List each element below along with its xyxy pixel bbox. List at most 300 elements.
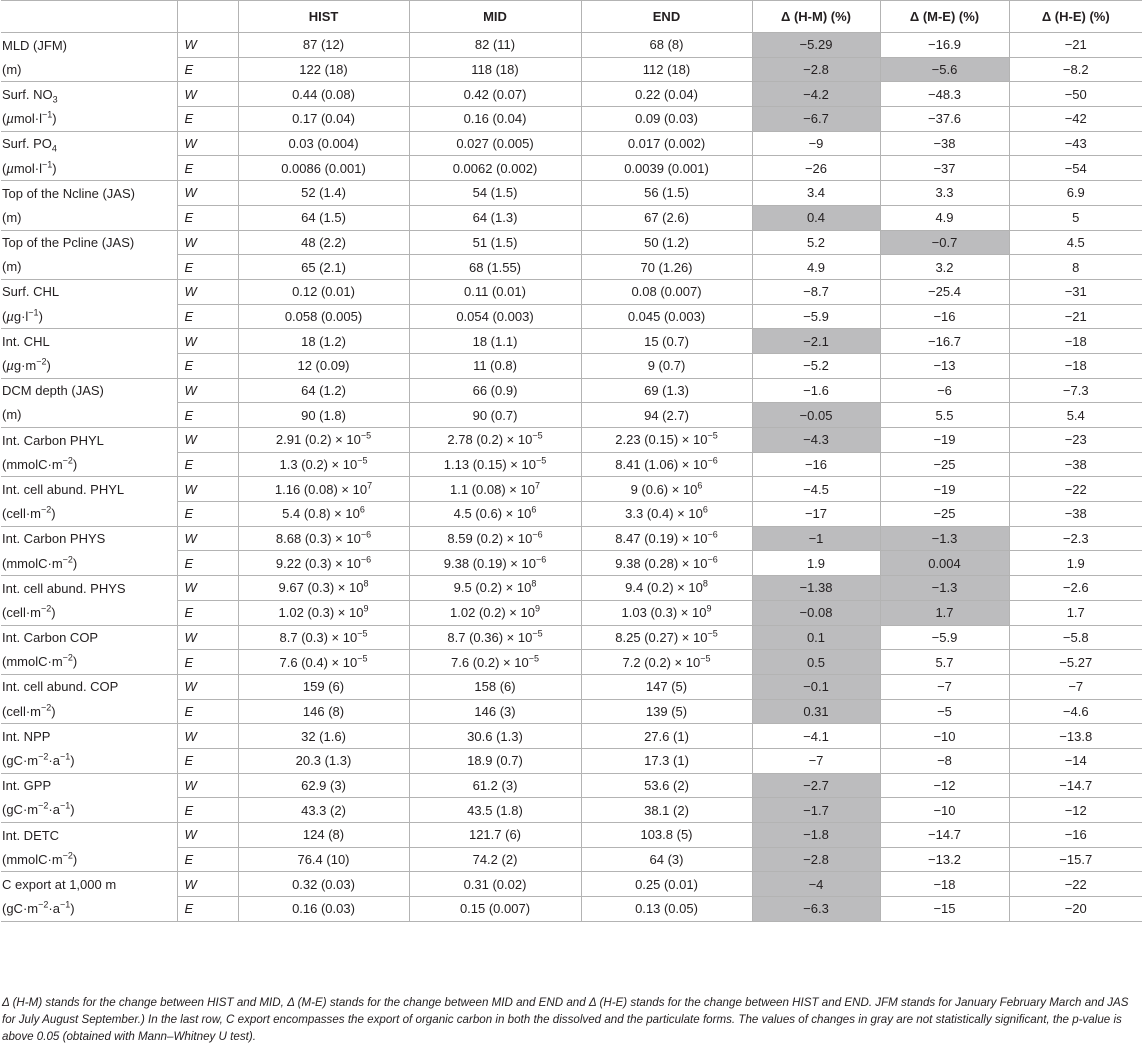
region-cell: W — [177, 625, 238, 650]
delta-he-cell: 8 — [1009, 255, 1142, 280]
header-delta-me: Δ (M-E) (%) — [880, 1, 1009, 33]
table-row — [1, 798, 1142, 823]
end-cell: 9 (0.7) — [581, 353, 752, 378]
delta-he-cell: −7.3 — [1009, 378, 1142, 403]
table-row — [1, 650, 1142, 675]
hist-cell: 8.68 $(0.3) \times 10^{-6}$ — [238, 526, 409, 551]
delta-he-cell: 5.4 — [1009, 403, 1142, 428]
table-row — [1, 205, 1142, 230]
delta-me-cell: −38 — [880, 131, 1009, 156]
mid-cell: 8.7 $(0.36) \times 10^{-5}$ — [409, 625, 581, 650]
variable-label: Surf. $NO_3$ — [1, 82, 177, 107]
table-row — [1, 230, 1142, 255]
mid-cell: 90 (0.7) — [409, 403, 581, 428]
mid-cell: 146 (3) — [409, 699, 581, 724]
end-cell: 7.2 $(0.2) \times 10^{-5}$ — [581, 650, 752, 675]
variable-label: Int. DETC — [1, 823, 177, 848]
hist-cell: 32 (1.6) — [238, 724, 409, 749]
region-cell: E — [177, 107, 238, 132]
mid-cell: 43.5 (1.8) — [409, 798, 581, 823]
hist-cell: 12 (0.09) — [238, 353, 409, 378]
delta-he-cell: −22 — [1009, 872, 1142, 897]
delta-me-cell: −25 — [880, 502, 1009, 527]
end-cell: 0.09 (0.03) — [581, 107, 752, 132]
end-cell: 0.017 (0.002) — [581, 131, 752, 156]
end-cell: 112 (18) — [581, 57, 752, 82]
mid-cell: 11 (0.8) — [409, 353, 581, 378]
mid-cell: 54 (1.5) — [409, 181, 581, 206]
delta-he-cell: 6.9 — [1009, 181, 1142, 206]
delta-hm-cell: −6.3 — [752, 897, 880, 922]
region-cell: W — [177, 33, 238, 58]
region-cell: E — [177, 551, 238, 576]
table-row — [1, 477, 1142, 502]
delta-me-cell: −6 — [880, 378, 1009, 403]
region-cell: E — [177, 353, 238, 378]
region-cell: E — [177, 502, 238, 527]
hist-cell: 1.3 $(0.2) \times 10^{-5}$ — [238, 452, 409, 477]
region-cell: W — [177, 477, 238, 502]
delta-hm-cell: 1.9 — [752, 551, 880, 576]
delta-hm-cell: −4.3 — [752, 428, 880, 453]
table-row — [1, 551, 1142, 576]
header-row — [1, 1, 1142, 33]
results-table — [1, 0, 1142, 922]
region-cell: W — [177, 329, 238, 354]
delta-me-cell: 3.3 — [880, 181, 1009, 206]
delta-hm-cell: 4.9 — [752, 255, 880, 280]
end-cell: 139 (5) — [581, 699, 752, 724]
hist-cell: 1.02 $(0.3) \times 10^9$ — [238, 600, 409, 625]
table-row — [1, 847, 1142, 872]
region-cell: W — [177, 279, 238, 304]
delta-hm-cell: −6.7 — [752, 107, 880, 132]
mid-cell: 8.59 $(0.2) \times 10^{-6}$ — [409, 526, 581, 551]
end-cell: 0.0039 (0.001) — [581, 156, 752, 181]
end-cell: 68 (8) — [581, 33, 752, 58]
mid-cell: 0.42 (0.07) — [409, 82, 581, 107]
delta-he-cell: 4.5 — [1009, 230, 1142, 255]
region-cell: E — [177, 897, 238, 922]
hist-cell: 0.0086 (0.001) — [238, 156, 409, 181]
delta-he-cell: −13.8 — [1009, 724, 1142, 749]
region-cell: E — [177, 699, 238, 724]
region-cell: W — [177, 82, 238, 107]
region-cell: E — [177, 255, 238, 280]
table-row — [1, 823, 1142, 848]
delta-hm-cell: −2.8 — [752, 847, 880, 872]
mid-cell: 18 (1.1) — [409, 329, 581, 354]
table-row — [1, 872, 1142, 897]
region-cell: E — [177, 748, 238, 773]
delta-me-cell: −19 — [880, 477, 1009, 502]
delta-he-cell: −38 — [1009, 502, 1142, 527]
hist-cell: 48 (2.2) — [238, 230, 409, 255]
delta-me-cell: −7 — [880, 674, 1009, 699]
delta-he-cell: 1.7 — [1009, 600, 1142, 625]
table-row — [1, 600, 1142, 625]
delta-me-cell: −10 — [880, 798, 1009, 823]
end-cell: 70 (1.26) — [581, 255, 752, 280]
mid-cell: 0.15 (0.007) — [409, 897, 581, 922]
end-cell: 8.25 $(0.27) \times 10^{-5}$ — [581, 625, 752, 650]
mid-cell: 66 (0.9) — [409, 378, 581, 403]
mid-cell: 0.027 (0.005) — [409, 131, 581, 156]
delta-hm-cell: −0.1 — [752, 674, 880, 699]
delta-me-cell: −19 — [880, 428, 1009, 453]
hist-cell: 43.3 (2) — [238, 798, 409, 823]
delta-hm-cell: −1.6 — [752, 378, 880, 403]
delta-me-cell: −16.9 — [880, 33, 1009, 58]
end-cell: 0.13 (0.05) — [581, 897, 752, 922]
delta-he-cell: −23 — [1009, 428, 1142, 453]
delta-he-cell: −14.7 — [1009, 773, 1142, 798]
unit-label: $(cell\cdot m^{-2})$ — [2, 603, 56, 620]
region-cell: W — [177, 773, 238, 798]
delta-me-cell: 1.7 — [880, 600, 1009, 625]
table-row — [1, 329, 1142, 354]
delta-me-cell: −16 — [880, 304, 1009, 329]
mid-cell: 4.5 $(0.6) \times 10^6$ — [409, 502, 581, 527]
end-cell: 147 (5) — [581, 674, 752, 699]
table-row — [1, 526, 1142, 551]
table-row — [1, 156, 1142, 181]
hist-cell: 87 (12) — [238, 33, 409, 58]
mid-cell: 0.0062 (0.002) — [409, 156, 581, 181]
hist-cell: 90 (1.8) — [238, 403, 409, 428]
region-cell: E — [177, 205, 238, 230]
header-region — [177, 1, 238, 33]
header-delta-hm: Δ (H-M) (%) — [752, 1, 880, 33]
region-cell: W — [177, 428, 238, 453]
mid-cell: 9.38 $(0.19) \times 10^{-6}$ — [409, 551, 581, 576]
delta-me-cell: −12 — [880, 773, 1009, 798]
region-cell: W — [177, 230, 238, 255]
delta-hm-cell: −16 — [752, 452, 880, 477]
delta-hm-cell: −4.2 — [752, 82, 880, 107]
region-cell: E — [177, 650, 238, 675]
variable-label: Int. cell abund. COP — [1, 674, 177, 699]
delta-he-cell: −21 — [1009, 304, 1142, 329]
variable-label: Int. GPP — [1, 773, 177, 798]
unit-label: $(gC\cdot m^{-2}\cdot a^{-1})$ — [2, 751, 75, 769]
delta-me-cell: −16.7 — [880, 329, 1009, 354]
mid-cell: 18.9 (0.7) — [409, 748, 581, 773]
header-hist: HIST — [238, 1, 409, 33]
hist-cell: 0.03 (0.004) — [238, 131, 409, 156]
delta-he-cell: 1.9 — [1009, 551, 1142, 576]
variable-label: C export at 1,000 m — [1, 872, 177, 897]
delta-he-cell: −22 — [1009, 477, 1142, 502]
delta-hm-cell: −2.8 — [752, 57, 880, 82]
table-row — [1, 674, 1142, 699]
delta-hm-cell: −4.5 — [752, 477, 880, 502]
delta-me-cell: −18 — [880, 872, 1009, 897]
mid-cell: 61.2 (3) — [409, 773, 581, 798]
unit-label: $(mmolC\cdot m^{-2})$ — [2, 455, 78, 472]
region-cell: E — [177, 57, 238, 82]
mid-cell: 64 (1.3) — [409, 205, 581, 230]
end-cell: 64 (3) — [581, 847, 752, 872]
mid-cell: 118 (18) — [409, 57, 581, 82]
table-row — [1, 452, 1142, 477]
region-cell: W — [177, 872, 238, 897]
unit-label: $(mmolC\cdot m^{-2})$ — [2, 652, 78, 670]
region-cell: E — [177, 403, 238, 428]
delta-me-cell: −0.7 — [880, 230, 1009, 255]
delta-he-cell: 5 — [1009, 205, 1142, 230]
table-row — [1, 403, 1142, 428]
mid-cell: 1.13 $(0.15) \times 10^{-5}$ — [409, 452, 581, 477]
delta-he-cell: −2.6 — [1009, 576, 1142, 601]
hist-cell: 62.9 (3) — [238, 773, 409, 798]
delta-hm-cell: −1.38 — [752, 576, 880, 601]
delta-me-cell: −10 — [880, 724, 1009, 749]
region-cell: W — [177, 526, 238, 551]
delta-me-cell: −15 — [880, 897, 1009, 922]
unit-label: $(mmolC\cdot m^{-2})$ — [2, 850, 78, 867]
unit-label: $(gC\cdot m^{-2}\cdot a^{-1})$ — [1, 897, 177, 922]
table-row — [1, 131, 1142, 156]
delta-me-cell: 5.5 — [880, 403, 1009, 428]
end-cell: 9.38 $(0.28) \times 10^{-6}$ — [581, 551, 752, 576]
end-cell: 9 $(0.6) \times 10^6$ — [581, 477, 752, 502]
variable-label: Int. cell abund. PHYL — [1, 477, 177, 502]
end-cell: 0.22 (0.04) — [581, 82, 752, 107]
delta-hm-cell: −1.8 — [752, 823, 880, 848]
table-row — [1, 279, 1142, 304]
region-cell: W — [177, 823, 238, 848]
end-cell: 17.3 (1) — [581, 748, 752, 773]
delta-he-cell: −18 — [1009, 353, 1142, 378]
delta-hm-cell: −2.1 — [752, 329, 880, 354]
mid-cell: 0.16 (0.04) — [409, 107, 581, 132]
unit-label: $(mmolC\cdot m^{-2})$ — [2, 554, 78, 571]
variable-label: Surf. $PO_4$ — [1, 131, 177, 156]
table-body — [1, 33, 1142, 922]
end-cell: 15 (0.7) — [581, 329, 752, 354]
delta-me-cell: −5 — [880, 699, 1009, 724]
region-cell: W — [177, 131, 238, 156]
table-row — [1, 897, 1142, 922]
end-cell: 1.03 $(0.3) \times 10^9$ — [581, 600, 752, 625]
hist-cell: 8.7 $(0.3) \times 10^{-5}$ — [238, 625, 409, 650]
delta-me-cell: 4.9 — [880, 205, 1009, 230]
table-row — [1, 82, 1142, 107]
region-cell: E — [177, 304, 238, 329]
mid-cell: 158 (6) — [409, 674, 581, 699]
region-cell: W — [177, 378, 238, 403]
delta-he-cell: −4.6 — [1009, 699, 1142, 724]
mid-cell: 30.6 (1.3) — [409, 724, 581, 749]
delta-me-cell: −1.3 — [880, 576, 1009, 601]
header-end: END — [581, 1, 752, 33]
delta-he-cell: −31 — [1009, 279, 1142, 304]
hist-cell: 122 (18) — [238, 57, 409, 82]
hist-cell: 0.44 (0.08) — [238, 82, 409, 107]
delta-hm-cell: −2.7 — [752, 773, 880, 798]
delta-hm-cell: 0.4 — [752, 205, 880, 230]
mid-cell: 9.5 $(0.2) \times 10^8$ — [409, 576, 581, 601]
region-cell: E — [177, 847, 238, 872]
delta-hm-cell: −5.29 — [752, 33, 880, 58]
end-cell: 50 (1.2) — [581, 230, 752, 255]
delta-he-cell: −42 — [1009, 107, 1142, 132]
delta-me-cell: 5.7 — [880, 650, 1009, 675]
delta-he-cell: −12 — [1009, 798, 1142, 823]
mid-cell: 74.2 (2) — [409, 847, 581, 872]
hist-cell: 0.32 (0.03) — [238, 872, 409, 897]
hist-cell: 52 (1.4) — [238, 181, 409, 206]
end-cell: 9.4 $(0.2) \times 10^8$ — [581, 576, 752, 601]
end-cell: 56 (1.5) — [581, 181, 752, 206]
hist-cell: 146 (8) — [238, 699, 409, 724]
variable-label: DCM depth (JAS) — [1, 378, 177, 403]
mid-cell: 0.054 (0.003) — [409, 304, 581, 329]
mid-cell: 51 (1.5) — [409, 230, 581, 255]
table-row — [1, 378, 1142, 403]
hist-cell: 159 (6) — [238, 674, 409, 699]
unit-label: $(\mu g\cdot l^{-1})$ — [2, 307, 43, 324]
hist-cell: 0.058 (0.005) — [238, 304, 409, 329]
table-row — [1, 576, 1142, 601]
hist-cell: 5.4 $(0.8) \times 10^6$ — [238, 502, 409, 527]
mid-cell: 1.02 $(0.2) \times 10^9$ — [409, 600, 581, 625]
end-cell: 38.1 (2) — [581, 798, 752, 823]
hist-cell: 0.16 (0.03) — [238, 897, 409, 922]
delta-hm-cell: −7 — [752, 748, 880, 773]
delta-me-cell: −37 — [880, 156, 1009, 181]
region-cell: W — [177, 181, 238, 206]
end-cell: 69 (1.3) — [581, 378, 752, 403]
hist-cell: 9.67 $(0.3) \times 10^8$ — [238, 576, 409, 601]
table-row — [1, 625, 1142, 650]
region-cell: E — [177, 452, 238, 477]
region-cell: W — [177, 576, 238, 601]
unit-label: (m) — [2, 209, 22, 225]
hist-cell: 7.6 $(0.4) \times 10^{-5}$ — [238, 650, 409, 675]
unit-label: $(cell\cdot m^{-2})$ — [2, 504, 56, 522]
variable-label: Int. Carbon COP — [1, 625, 177, 650]
delta-me-cell: 3.2 — [880, 255, 1009, 280]
region-cell: W — [177, 724, 238, 749]
variable-label: Int. Carbon PHYL — [1, 428, 177, 453]
table-row — [1, 107, 1142, 132]
mid-cell: 7.6 $(0.2) \times 10^{-5}$ — [409, 650, 581, 675]
delta-he-cell: −18 — [1009, 329, 1142, 354]
end-cell: 0.25 (0.01) — [581, 872, 752, 897]
end-cell: 27.6 (1) — [581, 724, 752, 749]
hist-cell: 76.4 (10) — [238, 847, 409, 872]
header-mid: MID — [409, 1, 581, 33]
delta-me-cell: −5.6 — [880, 57, 1009, 82]
table-row — [1, 502, 1142, 527]
unit-label: (m) — [2, 407, 22, 423]
end-cell: 8.41 $(1.06) \times 10^{-6}$ — [581, 452, 752, 477]
end-cell: 53.6 (2) — [581, 773, 752, 798]
delta-me-cell: 0.004 — [880, 551, 1009, 576]
region-cell: E — [177, 600, 238, 625]
delta-he-cell: −15.7 — [1009, 847, 1142, 872]
variable-label: Int. Carbon PHYS — [1, 526, 177, 551]
delta-hm-cell: −0.08 — [752, 600, 880, 625]
table-row — [1, 748, 1142, 773]
table-row — [1, 255, 1142, 280]
delta-me-cell: −25.4 — [880, 279, 1009, 304]
hist-cell: 124 (8) — [238, 823, 409, 848]
delta-hm-cell: 0.5 — [752, 650, 880, 675]
mid-cell: 82 (11) — [409, 33, 581, 58]
delta-he-cell: −7 — [1009, 674, 1142, 699]
delta-he-cell: −8.2 — [1009, 57, 1142, 82]
variable-label: Surf. CHL — [1, 279, 177, 304]
region-cell: E — [177, 798, 238, 823]
delta-me-cell: −14.7 — [880, 823, 1009, 848]
delta-hm-cell: −4 — [752, 872, 880, 897]
delta-hm-cell: −26 — [752, 156, 880, 181]
mid-cell: 2.78 $(0.2) \times 10^{-5}$ — [409, 428, 581, 453]
hist-cell: 0.12 (0.01) — [238, 279, 409, 304]
table-row — [1, 181, 1142, 206]
delta-hm-cell: 3.4 — [752, 181, 880, 206]
table-row — [1, 33, 1142, 58]
mid-cell: 121.7 (6) — [409, 823, 581, 848]
delta-he-cell: −2.3 — [1009, 526, 1142, 551]
delta-hm-cell: 0.31 — [752, 699, 880, 724]
end-cell: 0.08 (0.007) — [581, 279, 752, 304]
delta-he-cell: −16 — [1009, 823, 1142, 848]
table-row — [1, 353, 1142, 378]
delta-he-cell: −38 — [1009, 452, 1142, 477]
unit-label: $(cell\cdot m^{-2})$ — [2, 702, 56, 719]
variable-label: Int. CHL — [1, 329, 177, 354]
delta-me-cell: −25 — [880, 452, 1009, 477]
hist-cell: 64 (1.5) — [238, 205, 409, 230]
hist-cell: 0.17 (0.04) — [238, 107, 409, 132]
variable-label: Top of the Ncline (JAS) — [1, 181, 177, 206]
delta-me-cell: −8 — [880, 748, 1009, 773]
mid-cell: 0.31 (0.02) — [409, 872, 581, 897]
region-cell: E — [177, 156, 238, 181]
delta-he-cell: −14 — [1009, 748, 1142, 773]
hist-cell: 9.22 $(0.3) \times 10^{-6}$ — [238, 551, 409, 576]
hist-cell: 64 (1.2) — [238, 378, 409, 403]
region-cell: W — [177, 674, 238, 699]
delta-me-cell: −1.3 — [880, 526, 1009, 551]
delta-me-cell: −37.6 — [880, 107, 1009, 132]
delta-he-cell: −54 — [1009, 156, 1142, 181]
variable-label: Top of the Pcline (JAS) — [1, 230, 177, 255]
delta-hm-cell: −5.9 — [752, 304, 880, 329]
end-cell: 8.47 $(0.19) \times 10^{-6}$ — [581, 526, 752, 551]
variable-label: MLD (JFM) — [1, 33, 177, 58]
table-row — [1, 773, 1142, 798]
hist-cell: 2.91 $(0.2) \times 10^{-5}$ — [238, 428, 409, 453]
table-row — [1, 57, 1142, 82]
delta-hm-cell: −1.7 — [752, 798, 880, 823]
delta-me-cell: −48.3 — [880, 82, 1009, 107]
unit-label: (m) — [2, 61, 22, 77]
table-header — [1, 1, 1142, 33]
table-row — [1, 699, 1142, 724]
delta-he-cell: −43 — [1009, 131, 1142, 156]
delta-he-cell: −20 — [1009, 897, 1142, 922]
header-delta-he: Δ (H-E) (%) — [1009, 1, 1142, 33]
delta-he-cell: −21 — [1009, 33, 1142, 58]
hist-cell: 1.16 $(0.08) \times 10^7$ — [238, 477, 409, 502]
delta-hm-cell: 0.1 — [752, 625, 880, 650]
end-cell: 103.8 (5) — [581, 823, 752, 848]
